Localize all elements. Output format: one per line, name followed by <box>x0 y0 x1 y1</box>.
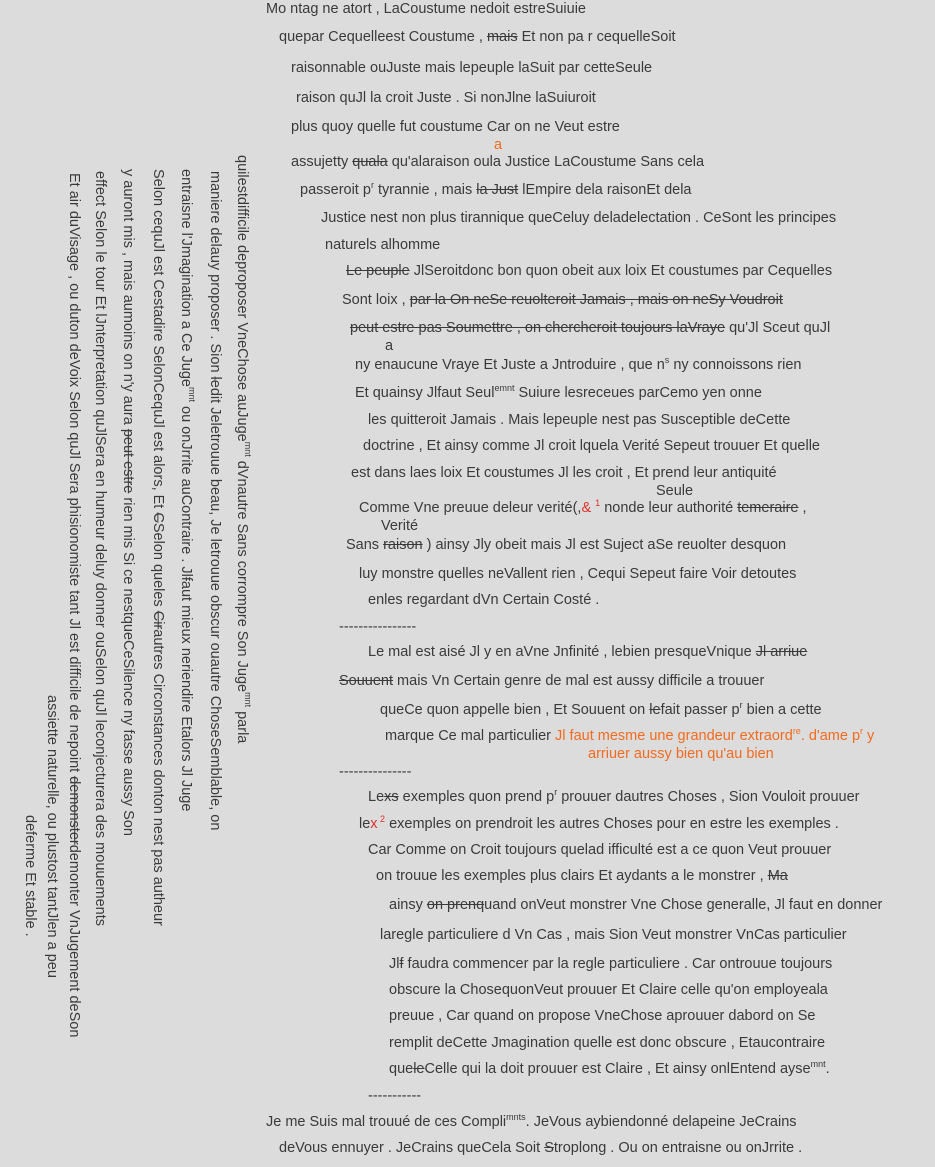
text-fragment: demonter VnJugement deSon <box>66 844 82 1038</box>
text-fragment: ny connoissons rien <box>669 357 802 373</box>
text-fragment: emnt <box>494 383 515 394</box>
text-fragment: le <box>359 816 371 832</box>
text-fragment: Cir <box>150 610 166 630</box>
text-fragment: Mo ntag ne atort , LaCoustume nedoit estreSuiuie <box>266 1 586 17</box>
manuscript-line <box>494 136 502 154</box>
text-fragment: lEmpire dela raisonEt dela <box>518 182 692 198</box>
manuscript-line <box>368 643 807 661</box>
text-fragment: xs <box>384 789 399 805</box>
manuscript-line <box>359 565 796 583</box>
text-fragment: f <box>178 576 194 581</box>
manuscript-line <box>339 618 416 636</box>
text-fragment: ou onJrrite auContraire . Jl <box>178 402 194 577</box>
manuscript-line <box>389 955 832 973</box>
text-fragment: exemples quon prend p <box>398 789 555 805</box>
manuscript-line <box>296 89 596 107</box>
rotated-line <box>178 169 197 812</box>
text-fragment: Je me Suis mal trouué de ces Compli <box>266 1114 507 1130</box>
manuscript-line <box>355 356 801 374</box>
text-fragment: Ma <box>767 868 788 884</box>
text-fragment: Sont loix , <box>342 292 410 308</box>
text-fragment: on prenq <box>426 897 485 913</box>
text-fragment: demonster <box>66 776 82 845</box>
manuscript-line <box>376 867 788 885</box>
text-fragment: luy monstre quelles neVallent rien , Cequi Sepeut faire Voir detoutes <box>359 566 797 582</box>
text-fragment: bien a cette <box>742 702 822 718</box>
manuscript-line <box>359 499 807 517</box>
text-fragment: rien mis Si ce nestqueCeSilence ny fasse aussy Son <box>120 493 136 836</box>
rotated-line <box>150 169 166 926</box>
text-fragment: ainsy <box>389 897 427 913</box>
manuscript-line <box>363 437 820 455</box>
text-fragment: prouuer dautres Choses , Sion Vouloit prouuer <box>557 789 860 805</box>
text-fragment: quepar Cequelleest Coustume , <box>279 29 487 45</box>
text-fragment: qu'alaraison oula Justice LaCoustume Sans cela <box>387 154 705 170</box>
rotated-line <box>22 815 38 937</box>
manuscript-line <box>380 701 822 719</box>
manuscript-line <box>321 209 836 227</box>
manuscript-line <box>389 1060 830 1078</box>
manuscript-line <box>279 1139 802 1157</box>
manuscript-line <box>389 1007 815 1025</box>
text-fragment: remplit deCette Jmagination quelle est donc obscure , Etaucontraire <box>389 1035 826 1051</box>
text-fragment: plus quoy quelle fut coustume Car on ne Veut estre <box>291 119 620 135</box>
manuscript-line <box>389 1034 825 1052</box>
text-fragment: & <box>581 500 596 516</box>
text-fragment: laregle particuliere d Vn Cas , mais Sion Veut monstrer VnCas particulier <box>380 927 847 943</box>
text-fragment: Selon cequJl est Cestadire SelonCequJl est alors, Et <box>150 169 166 513</box>
manuscript-line <box>359 815 839 833</box>
text-fragment: ---------------- <box>339 619 417 635</box>
text-fragment: arriuer aussy bien qu'au bien <box>588 746 774 762</box>
text-fragment: 2 <box>377 814 386 825</box>
text-fragment: est dans laes loix Et coustumes Jl les croit , Et prend leur antiquité <box>351 465 777 481</box>
text-fragment: la Just <box>476 182 519 198</box>
rotated-line <box>120 169 136 836</box>
text-fragment: 1 <box>595 498 601 509</box>
manuscript-line <box>266 1113 797 1131</box>
text-fragment: r <box>739 700 743 711</box>
text-fragment: mnt <box>242 692 253 708</box>
text-fragment: Le mal est aisé Jl y en aVne Jnfinité , lebien presqueVnique <box>368 644 756 660</box>
manuscript-line <box>385 727 874 745</box>
text-fragment: ) ainsy Jly obeit mais Jl est Suject aSe reuolter desquon <box>422 537 787 553</box>
manuscript-line <box>339 763 411 781</box>
text-fragment: quala <box>352 154 388 170</box>
manuscript-line <box>266 0 586 18</box>
text-fragment: Car Comme on Croit toujours quelad ifficulté est a ce quon Veut prouuer <box>368 842 832 858</box>
text-fragment: Et non pa r cequelleSoit <box>517 29 676 45</box>
manuscript-line <box>389 896 882 914</box>
text-fragment: Comme Vne preuue deleur verité(, <box>359 500 582 516</box>
text-fragment: Sans <box>346 537 384 553</box>
text-fragment: on trouue les exemples plus clairs Et aydants a le monstrer , <box>376 868 768 884</box>
text-fragment: mnt <box>242 441 253 457</box>
text-fragment: y <box>863 728 875 744</box>
text-fragment: aut mieux neriendire Etalors Jl Juge <box>178 580 194 812</box>
rotated-line <box>44 695 60 978</box>
text-fragment: raison quJl la croit Juste . Si nonJlne laSuiuroit <box>296 90 596 106</box>
text-fragment: naturels alhomme <box>325 237 441 253</box>
manuscript-line <box>300 181 692 199</box>
manuscript-line <box>346 536 786 554</box>
rotated-line <box>92 171 108 926</box>
text-fragment: le <box>413 1061 425 1077</box>
text-fragment: peut estre <box>120 428 136 494</box>
manuscript-line <box>279 28 676 46</box>
text-fragment: r <box>554 787 558 798</box>
text-fragment: exemples on prendroit les autres Choses pour en estre les exemples . <box>385 816 839 832</box>
text-fragment: Suiure lesreceues parCemo yen onne <box>514 385 762 401</box>
text-fragment: deVous ennuyer . JeCrains queCela Soit <box>279 1140 545 1156</box>
rotated-line <box>234 155 253 744</box>
text-fragment: re <box>792 726 801 737</box>
text-fragment: , <box>798 500 807 516</box>
manuscript-line <box>368 591 599 609</box>
text-fragment: deferme Et stable . <box>22 815 38 937</box>
manuscript-line <box>656 482 693 500</box>
manuscript-line <box>291 153 704 171</box>
text-fragment: mais Vn Certain genre de mal est aussy difficile a trouuer <box>393 673 765 689</box>
text-fragment: . JeVous aybiendonné delapeine JeCrains <box>525 1114 797 1130</box>
text-fragment: Le peuple <box>346 263 410 279</box>
text-fragment: temeraire <box>737 500 799 516</box>
text-fragment: Et quainsy Jlfaut Seul <box>355 385 495 401</box>
text-fragment: Verité <box>381 518 419 534</box>
text-fragment: entraisne l'Jmagination a Ce Juge <box>178 169 194 387</box>
text-fragment: ny enaucune Vraye Et Juste a Jntroduire , que n <box>355 357 665 373</box>
manuscript-line <box>368 1087 421 1105</box>
text-fragment: les quitteroit Jamais . Mais lepeuple nest pas Susceptible deCette <box>368 412 791 428</box>
text-fragment: troplong . Ou on entraisne ou onJrrite . <box>553 1140 803 1156</box>
text-fragment: --------------- <box>339 764 412 780</box>
manuscript-line <box>339 672 764 690</box>
text-fragment: a <box>494 137 503 153</box>
text-fragment: effect Selon le tour Et lJnterpretation quJlSera en humeur deluy donner ouSelon quJl leconjecturera des mouuements <box>92 171 108 926</box>
text-fragment: nonde leur authorité <box>600 500 738 516</box>
text-fragment: faudra commencer par la regle particuliere . Car ontrouue toujours <box>403 956 833 972</box>
rotated-marginal-note <box>20 155 255 1115</box>
text-fragment: dVnautre Sans corrompre Son Juge <box>234 456 250 693</box>
text-fragment: raisonnable ouJuste mais lepeuple laSuit par cetteSeule <box>291 60 653 76</box>
manuscript-line <box>389 981 828 999</box>
text-fragment: edit Jeletrouue beau, Je letrouue obscur ouautre ChoseSemblable, on <box>207 379 223 831</box>
manuscript-line <box>355 384 762 402</box>
text-fragment: quilestdifficile deproposer VneChose auJuge <box>234 155 250 442</box>
text-fragment: . <box>825 1061 830 1077</box>
manuscript-line <box>368 841 831 859</box>
manuscript-line <box>588 745 774 763</box>
text-fragment: autres Circonstances donton nest pas autheur <box>150 629 166 926</box>
text-fragment: qu'Jl Sceut quJl <box>725 320 831 336</box>
text-fragment: x <box>370 816 378 832</box>
text-fragment: Et air duVisage , ou duton deVoix Selon quJl Sera phisionomiste tant Jl est difficile de nepoint <box>66 173 82 777</box>
text-fragment: y auront mis , mais aumoins on n'y aura <box>120 169 136 429</box>
manuscript-line <box>380 926 847 944</box>
text-fragment: obscure la ChosequonVeut prouuer Et Claire celle qu'on employeala <box>389 982 828 998</box>
text-fragment: preuue , Car quand on propose VneChose aprouuer dabord on Se <box>389 1008 816 1024</box>
text-fragment: s <box>664 355 670 366</box>
text-fragment: mnt <box>810 1059 826 1070</box>
text-fragment: Le <box>368 789 385 805</box>
text-fragment: Jl <box>389 956 400 972</box>
text-fragment: passeroit p <box>300 182 371 198</box>
text-fragment: . d'ame p <box>800 728 861 744</box>
text-fragment: f <box>399 956 404 972</box>
text-fragment: Jl arriue <box>755 644 808 660</box>
text-fragment: l <box>207 376 223 380</box>
manuscript-line <box>291 118 620 136</box>
text-fragment: tyrannie , mais <box>373 182 477 198</box>
manuscript-line <box>291 59 652 77</box>
text-fragment: que <box>389 1061 414 1077</box>
text-fragment: doctrine , Et ainsy comme Jl croit lquela Verité Sepeut trouuer Et quelle <box>363 438 820 454</box>
manuscript-line <box>368 788 860 806</box>
text-fragment: a <box>385 338 394 354</box>
manuscript-line <box>351 464 777 482</box>
text-fragment: mais <box>486 29 518 45</box>
text-fragment: Souuent <box>339 673 394 689</box>
text-fragment: Celle qui la doit prouuer est Claire , Et ainsy onlEntend ayse <box>424 1061 811 1077</box>
text-fragment: Seule <box>656 483 694 499</box>
text-fragment: C <box>150 512 166 523</box>
text-fragment: parla <box>234 707 250 744</box>
text-fragment: le <box>649 702 661 718</box>
manuscript-line <box>342 291 783 309</box>
text-fragment: Selon queles <box>150 522 166 611</box>
manuscript-line <box>346 262 832 280</box>
text-fragment: mnt <box>186 386 197 402</box>
text-fragment: par la On neSe reuolteroit Jamais , mais on neSy Voudroit <box>409 292 783 308</box>
text-fragment: S <box>544 1140 554 1156</box>
text-fragment: JlSeroitdonc bon quon obeit aux loix Et coustumes par Cequelles <box>409 263 833 279</box>
text-fragment: queCe quon appelle bien , Et Souuent on <box>380 702 650 718</box>
text-fragment: Jl faut mesme une grandeur extraord <box>555 728 793 744</box>
text-fragment: maniere delauy proposer . Sion <box>207 171 223 377</box>
text-fragment: uand onVeut monstrer Vne Chose generalle, Jl faut en donner <box>484 897 883 913</box>
text-fragment: enles regardant dVn Certain Costé . <box>368 592 600 608</box>
text-fragment: ----------- <box>368 1088 422 1104</box>
text-fragment: peut estre pas Soumettre , on chercheroit toujours laVraye <box>350 320 726 336</box>
text-fragment: assiette naturelle, ou plustost tantJlen a peu <box>44 695 60 978</box>
manuscript-line <box>350 319 830 337</box>
text-fragment: assujetty <box>291 154 353 170</box>
manuscript-line <box>368 411 790 429</box>
rotated-line <box>66 173 82 1037</box>
manuscript-line <box>381 517 418 535</box>
text-fragment: mnts <box>506 1112 526 1123</box>
text-fragment: marque Ce mal particulier <box>385 728 556 744</box>
text-fragment: fait passer p <box>660 702 740 718</box>
rotated-line <box>207 171 223 830</box>
text-fragment: r <box>370 180 374 191</box>
text-fragment: Justice nest non plus tirannique queCeluy deladelectation . CeSont les principes <box>321 210 837 226</box>
manuscript-line <box>385 337 393 355</box>
text-fragment: raison <box>383 537 423 553</box>
text-fragment: r <box>860 726 864 737</box>
manuscript-line <box>325 236 440 254</box>
